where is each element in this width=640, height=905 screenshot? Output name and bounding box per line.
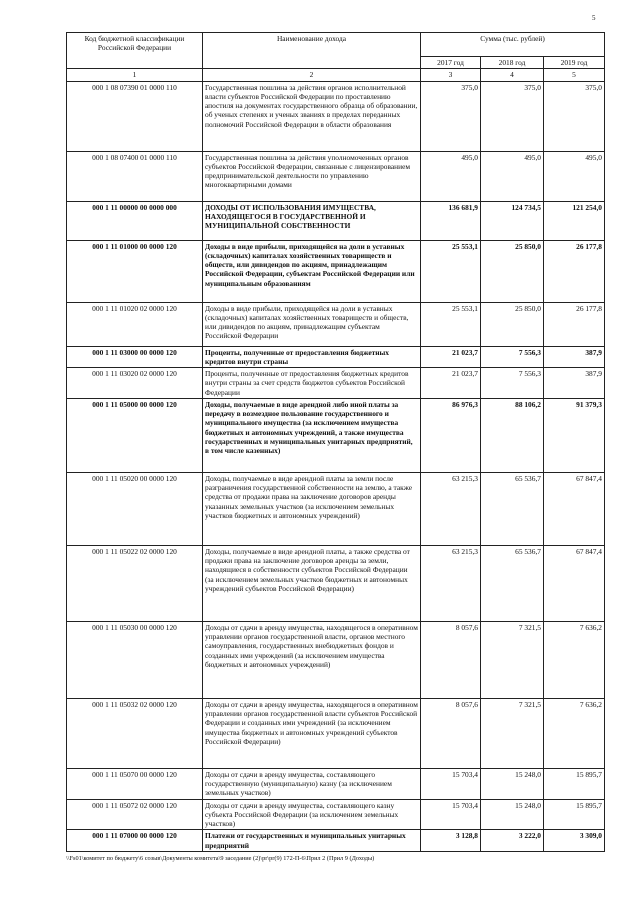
amount-2019-cell: 387,9 bbox=[544, 368, 605, 399]
amount-2019-cell: 121 254,0 bbox=[544, 201, 605, 240]
column-number: 2 bbox=[203, 69, 421, 81]
budget-code-cell: 000 1 11 05022 02 0000 120 bbox=[67, 545, 203, 621]
table-row bbox=[67, 830, 605, 852]
revenue-name-cell: Платежи от государственных и муниципальных унитарных предприятий bbox=[203, 830, 421, 852]
revenue-name-cell: Доходы в виде прибыли, приходящейся на доли в уставных (складочных) капиталах хозяйственных товариществ и обществ, или дивидендов по акциям, принадлежащим Российской Федерации, субъектам Российской Федерации или муниципальным образованиям bbox=[203, 240, 421, 302]
amount-2017-cell: 8 057,6 bbox=[421, 698, 481, 768]
amount-2019-cell: 375,0 bbox=[544, 81, 605, 151]
amount-2019-cell: 15 895,7 bbox=[544, 799, 605, 830]
amount-2019-cell: 3 309,0 bbox=[544, 830, 605, 852]
revenue-name-cell: Проценты, полученные от предоставления бюджетных кредитов внутри страны за счет средств бюджетов субъектов Российской Федерации bbox=[203, 368, 421, 399]
amount-2017-cell: 15 703,4 bbox=[421, 768, 481, 799]
header-code: Код бюджетной классификации Российской Федерации bbox=[67, 33, 203, 69]
amount-2017-cell: 21 023,7 bbox=[421, 346, 481, 368]
column-number: 4 bbox=[481, 69, 544, 81]
revenue-name-cell: Доходы от сдачи в аренду имущества, находящегося в оперативном управлении органов государственной власти субъектов Российской Федерации и созданных ими учреждений (за исключением имущества бюджетных и автономных учреждений субъектов Российской Федерации) bbox=[203, 698, 421, 768]
budget-code-cell: 000 1 11 05032 02 0000 120 bbox=[67, 698, 203, 768]
header-year-2019: 2019 год bbox=[544, 57, 605, 69]
revenue-rows bbox=[67, 81, 605, 851]
budget-code-cell: 000 1 08 07390 01 0000 110 bbox=[67, 81, 203, 151]
revenue-name-cell: Доходы в виде прибыли, приходящейся на доли в уставных (складочных) капиталах хозяйственных товариществ и обществ, или дивидендов по акциям, принадлежащим субъектам Российской Федерации bbox=[203, 302, 421, 346]
table-row bbox=[67, 472, 605, 545]
amount-2017-cell: 63 215,3 bbox=[421, 472, 481, 545]
amount-2018-cell: 65 536,7 bbox=[481, 472, 544, 545]
budget-code-cell: 000 1 11 01020 02 0000 120 bbox=[67, 302, 203, 346]
amount-2017-cell: 136 681,9 bbox=[421, 201, 481, 240]
amount-2018-cell: 7 556,3 bbox=[481, 346, 544, 368]
revenue-table bbox=[66, 32, 605, 852]
amount-2017-cell: 8 057,6 bbox=[421, 621, 481, 698]
amount-2017-cell: 63 215,3 bbox=[421, 545, 481, 621]
revenue-name-cell: Доходы, получаемые в виде арендной платы за земли после разграничения государственной собственности на землю, а также средства от продажи права на заключение договоров аренды указанных земельных участков (за исключением земельных участков бюджетных и автономных учреждений) bbox=[203, 472, 421, 545]
file-path-footer: \\Fs01\комитет по бюджету\6 созыв\Документы комитета\9 заседание (2)\pr\pr(9) 172-П-6\Прил 2 (Прил 9 (Доходы) bbox=[66, 855, 375, 862]
amount-2019-cell: 67 847,4 bbox=[544, 545, 605, 621]
budget-code-cell: 000 1 11 00000 00 0000 000 bbox=[67, 201, 203, 240]
budget-code-cell: 000 1 11 01000 00 0000 120 bbox=[67, 240, 203, 302]
header-sum: Сумма (тыс. рублей) bbox=[421, 33, 605, 57]
amount-2017-cell: 375,0 bbox=[421, 81, 481, 151]
amount-2019-cell: 26 177,8 bbox=[544, 302, 605, 346]
amount-2019-cell: 7 636,2 bbox=[544, 698, 605, 768]
table-row bbox=[67, 698, 605, 768]
column-number: 1 bbox=[67, 69, 203, 81]
page-number: 5 bbox=[592, 14, 596, 22]
amount-2018-cell: 495,0 bbox=[481, 151, 544, 201]
budget-code-cell: 000 1 11 03000 00 0000 120 bbox=[67, 346, 203, 368]
amount-2018-cell: 25 850,0 bbox=[481, 240, 544, 302]
amount-2019-cell: 67 847,4 bbox=[544, 472, 605, 545]
amount-2017-cell: 86 976,3 bbox=[421, 398, 481, 472]
amount-2018-cell: 7 556,3 bbox=[481, 368, 544, 399]
amount-2017-cell: 3 128,8 bbox=[421, 830, 481, 852]
amount-2019-cell: 387,9 bbox=[544, 346, 605, 368]
amount-2017-cell: 21 023,7 bbox=[421, 368, 481, 399]
amount-2017-cell: 495,0 bbox=[421, 151, 481, 201]
column-number: 5 bbox=[544, 69, 605, 81]
table-row bbox=[67, 368, 605, 399]
revenue-name-cell: Государственная пошлина за действия органов исполнительной власти субъектов Российской Федерации по проставлению апостиля на документах государственного образца об образовании, об ученых степенях и ученых званиях в пределах переданных полномочий Российской Федерации в области образования bbox=[203, 81, 421, 151]
table-row bbox=[67, 81, 605, 151]
revenue-name-cell: Доходы от сдачи в аренду имущества, составляющего казну субъекта Российской Федерации (за исключением земельных участков) bbox=[203, 799, 421, 830]
amount-2018-cell: 15 248,0 bbox=[481, 768, 544, 799]
budget-code-cell: 000 1 11 05000 00 0000 120 bbox=[67, 398, 203, 472]
table-row bbox=[67, 768, 605, 799]
table-row bbox=[67, 621, 605, 698]
budget-code-cell: 000 1 08 07400 01 0000 110 bbox=[67, 151, 203, 201]
table-row bbox=[67, 151, 605, 201]
revenue-name-cell: Проценты, полученные от предоставления бюджетных кредитов внутри страны bbox=[203, 346, 421, 368]
amount-2017-cell: 25 553,1 bbox=[421, 240, 481, 302]
amount-2018-cell: 15 248,0 bbox=[481, 799, 544, 830]
amount-2019-cell: 15 895,7 bbox=[544, 768, 605, 799]
budget-code-cell: 000 1 11 05030 00 0000 120 bbox=[67, 621, 203, 698]
revenue-name-cell: Доходы, получаемые в виде арендной либо иной платы за передачу в возмездное пользование государственного и муниципального имущества (за исключением имущества бюджетных и автономных учреждений, а также имущества государственных и муниципальных унитарных предприятий, в том числе казенных) bbox=[203, 398, 421, 472]
revenue-name-cell: Доходы от сдачи в аренду имущества, находящегося в оперативном управлении органов государственной власти, органов местного самоуправления, государственных внебюджетных фондов и созданных ими учреждений (за исключением имущества бюджетных и автономных учреждений) bbox=[203, 621, 421, 698]
table-row bbox=[67, 302, 605, 346]
amount-2019-cell: 91 379,3 bbox=[544, 398, 605, 472]
budget-code-cell: 000 1 11 05020 00 0000 120 bbox=[67, 472, 203, 545]
budget-code-cell: 000 1 11 05070 00 0000 120 bbox=[67, 768, 203, 799]
table-row bbox=[67, 398, 605, 472]
amount-2018-cell: 375,0 bbox=[481, 81, 544, 151]
amount-2018-cell: 3 222,0 bbox=[481, 830, 544, 852]
revenue-name-cell: Доходы, получаемые в виде арендной платы, а также средства от продажи права на заключение договоров аренды за земли, находящиеся в собственности субъектов Российской Федерации (за исключением земельных участков бюджетных и автономных учреждений субъектов Российской Федерации) bbox=[203, 545, 421, 621]
amount-2019-cell: 7 636,2 bbox=[544, 621, 605, 698]
amount-2018-cell: 124 734,5 bbox=[481, 201, 544, 240]
table-row bbox=[67, 799, 605, 830]
amount-2017-cell: 15 703,4 bbox=[421, 799, 481, 830]
table-row bbox=[67, 201, 605, 240]
budget-code-cell: 000 1 11 03020 02 0000 120 bbox=[67, 368, 203, 399]
amount-2019-cell: 26 177,8 bbox=[544, 240, 605, 302]
budget-code-cell: 000 1 11 05072 02 0000 120 bbox=[67, 799, 203, 830]
amount-2018-cell: 25 850,0 bbox=[481, 302, 544, 346]
revenue-name-cell: Государственная пошлина за действия уполномоченных органов субъектов Российской Федерации, связанные с лицензированием предпринимательской деятельности по управлению многоквартирными домами bbox=[203, 151, 421, 201]
amount-2018-cell: 7 321,5 bbox=[481, 621, 544, 698]
table-row bbox=[67, 545, 605, 621]
header-year-2018: 2018 год bbox=[481, 57, 544, 69]
amount-2018-cell: 7 321,5 bbox=[481, 698, 544, 768]
header-year-2017: 2017 год bbox=[421, 57, 481, 69]
amount-2018-cell: 88 106,2 bbox=[481, 398, 544, 472]
revenue-name-cell: Доходы от сдачи в аренду имущества, составляющего государственную (муниципальную) казну (за исключением земельных участков) bbox=[203, 768, 421, 799]
header-name: Наименование дохода bbox=[203, 33, 421, 69]
budget-code-cell: 000 1 11 07000 00 0000 120 bbox=[67, 830, 203, 852]
revenue-name-cell: ДОХОДЫ ОТ ИСПОЛЬЗОВАНИЯ ИМУЩЕСТВА, НАХОДЯЩЕГОСЯ В ГОСУДАРСТВЕННОЙ И МУНИЦИПАЛЬНОЙ СОБСТВЕННОСТИ bbox=[203, 201, 421, 240]
amount-2018-cell: 65 536,7 bbox=[481, 545, 544, 621]
amount-2019-cell: 495,0 bbox=[544, 151, 605, 201]
table-row bbox=[67, 346, 605, 368]
column-number: 3 bbox=[421, 69, 481, 81]
table-row bbox=[67, 240, 605, 302]
amount-2017-cell: 25 553,1 bbox=[421, 302, 481, 346]
